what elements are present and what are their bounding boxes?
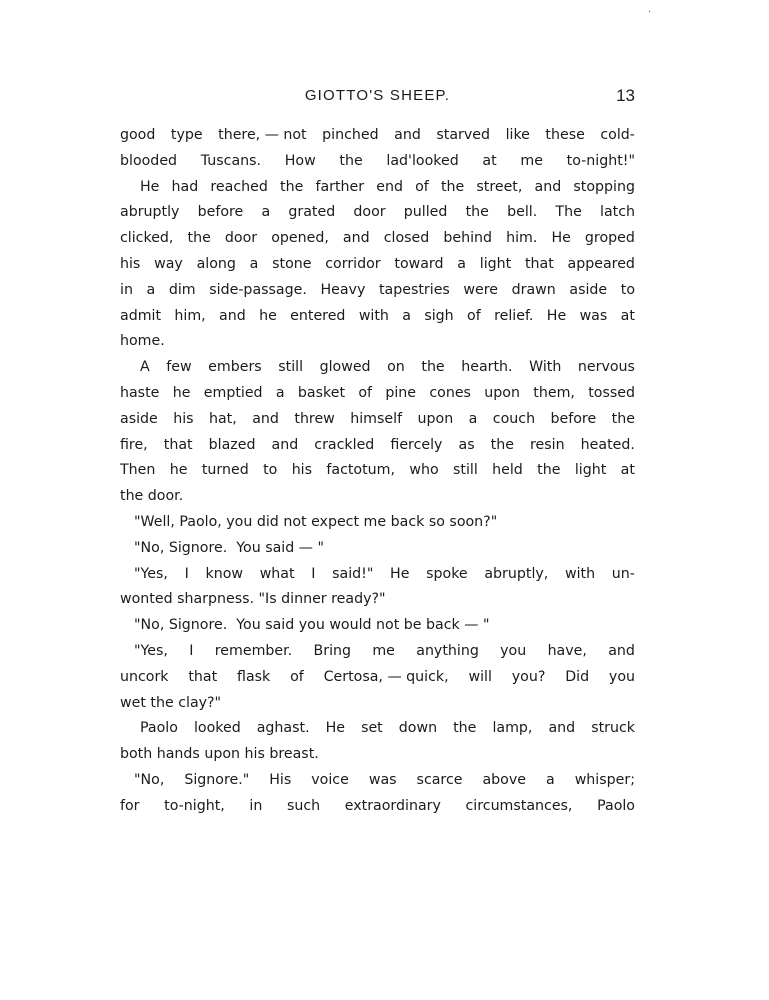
word: dim bbox=[168, 281, 196, 298]
text-line bbox=[120, 252, 635, 278]
word: his bbox=[173, 410, 194, 427]
word: His bbox=[269, 771, 292, 788]
word: Paolo bbox=[597, 797, 635, 814]
word: he bbox=[259, 307, 277, 324]
text-line bbox=[120, 381, 635, 407]
word: still bbox=[278, 359, 304, 376]
word: embers bbox=[208, 359, 262, 376]
word: Bring bbox=[313, 642, 352, 659]
word: what bbox=[259, 565, 295, 582]
word: resin bbox=[530, 436, 565, 453]
word: and bbox=[271, 436, 299, 453]
word: he bbox=[169, 462, 188, 479]
text-line bbox=[120, 200, 635, 226]
word: pulled bbox=[403, 204, 448, 221]
word: these bbox=[545, 127, 585, 143]
word: "No, bbox=[134, 771, 165, 788]
word: light bbox=[574, 462, 607, 479]
word: voice bbox=[311, 771, 349, 788]
word: and bbox=[342, 230, 370, 247]
word: end bbox=[376, 178, 403, 195]
word: and bbox=[394, 127, 421, 143]
word: sigh bbox=[424, 307, 454, 324]
word: and bbox=[534, 178, 562, 195]
word: the bbox=[490, 436, 514, 453]
word: at bbox=[482, 152, 497, 169]
word: basket bbox=[297, 384, 346, 401]
text-line bbox=[120, 794, 635, 820]
word: couch bbox=[492, 410, 536, 427]
word: and bbox=[608, 642, 635, 659]
word: pinched bbox=[322, 127, 379, 143]
word: aside bbox=[120, 410, 158, 427]
word: struck bbox=[591, 720, 635, 737]
word: along bbox=[196, 255, 236, 272]
text-line bbox=[120, 407, 635, 433]
word: I bbox=[184, 565, 189, 582]
word: factotum, bbox=[326, 462, 395, 479]
word: whisper; bbox=[574, 771, 635, 788]
text-line bbox=[120, 665, 635, 691]
word: the bbox=[537, 462, 561, 479]
word: me bbox=[372, 642, 395, 659]
word: have, bbox=[547, 642, 587, 659]
word: crackled bbox=[314, 436, 375, 453]
word: him, bbox=[174, 307, 206, 324]
corner-mark: · bbox=[648, 7, 652, 18]
word: were bbox=[463, 281, 499, 298]
word: stone bbox=[272, 255, 312, 272]
word: upon bbox=[484, 384, 520, 401]
text-line-content: wet the clay?" bbox=[120, 694, 222, 711]
word: of bbox=[467, 307, 481, 324]
word: said!" bbox=[332, 565, 374, 582]
word: will bbox=[468, 668, 492, 685]
word: circumstances, bbox=[465, 797, 573, 814]
word: you bbox=[500, 642, 527, 659]
word: looked bbox=[193, 720, 241, 737]
word: street, bbox=[476, 178, 523, 195]
word: a bbox=[261, 204, 271, 221]
word: aghast. bbox=[256, 720, 310, 737]
word: hearth. bbox=[461, 359, 513, 376]
text-line bbox=[120, 768, 635, 794]
word: starved bbox=[436, 127, 491, 143]
text-line bbox=[120, 458, 635, 484]
word: type bbox=[170, 127, 203, 143]
word: uncork bbox=[120, 668, 169, 685]
text-line-content: "No, Signore. You said you would not be back — " bbox=[134, 617, 490, 634]
word: appeared bbox=[567, 255, 635, 272]
word: had bbox=[171, 178, 199, 195]
word: held bbox=[492, 462, 523, 479]
word: remember. bbox=[214, 642, 293, 659]
text-line bbox=[120, 123, 635, 149]
word: at bbox=[620, 307, 635, 324]
word: lamp, bbox=[492, 720, 533, 737]
text-line bbox=[120, 536, 635, 562]
word: to bbox=[263, 462, 278, 479]
running-title: GIOTTO'S SHEEP. bbox=[304, 87, 451, 104]
word: know bbox=[205, 565, 243, 582]
word: closed bbox=[383, 230, 430, 247]
word: and bbox=[548, 720, 576, 737]
word: fiercely bbox=[390, 436, 443, 453]
word: of bbox=[415, 178, 429, 195]
text-line bbox=[120, 278, 635, 304]
word: How bbox=[284, 152, 316, 169]
word: toward bbox=[394, 255, 444, 272]
word: of bbox=[358, 384, 373, 401]
word: lad'looked bbox=[386, 152, 459, 169]
word: in bbox=[249, 797, 263, 814]
word: The bbox=[555, 204, 582, 221]
text-line-content: "Well, Paolo, you did not expect me back so soon?" bbox=[134, 513, 498, 530]
word: you bbox=[608, 668, 635, 685]
word: blazed bbox=[208, 436, 256, 453]
word: cones bbox=[429, 384, 471, 401]
word: on bbox=[387, 359, 405, 376]
text-line bbox=[120, 355, 635, 381]
word: to bbox=[620, 281, 635, 298]
word: like bbox=[505, 127, 530, 143]
word: before bbox=[197, 204, 244, 221]
word: him. bbox=[506, 230, 538, 247]
word: that bbox=[163, 436, 193, 453]
word: that bbox=[188, 668, 218, 685]
word: Heavy bbox=[320, 281, 366, 298]
word: extraordinary bbox=[344, 797, 441, 814]
word: Signore." bbox=[184, 771, 250, 788]
text-line-content: both hands upon his breast. bbox=[120, 746, 319, 763]
word: opened, bbox=[271, 230, 329, 247]
word: scarce bbox=[416, 771, 463, 788]
word: the bbox=[187, 230, 211, 247]
word: them, bbox=[533, 384, 575, 401]
word: down bbox=[398, 720, 438, 737]
word: above bbox=[482, 771, 526, 788]
word: a bbox=[468, 410, 478, 427]
text-line-content: the door. bbox=[120, 488, 184, 505]
word: upon bbox=[417, 410, 454, 427]
word: farther bbox=[315, 178, 365, 195]
word: relief. bbox=[494, 307, 534, 324]
text-line bbox=[120, 329, 635, 355]
word: and bbox=[252, 410, 279, 427]
word: tapestries bbox=[378, 281, 450, 298]
text-line bbox=[120, 691, 635, 717]
text-line bbox=[120, 175, 635, 201]
word: glowed bbox=[319, 359, 371, 376]
word: corridor bbox=[325, 255, 381, 272]
word: his bbox=[291, 462, 313, 479]
word: A bbox=[140, 359, 150, 376]
word: clicked, bbox=[120, 230, 174, 247]
word: the bbox=[339, 152, 363, 169]
word: aside bbox=[569, 281, 608, 298]
word: bell. bbox=[507, 204, 538, 221]
word: He bbox=[325, 720, 346, 737]
word: abruptly, bbox=[484, 565, 549, 582]
text-line bbox=[120, 613, 635, 639]
word: behind bbox=[443, 230, 493, 247]
word: set bbox=[361, 720, 383, 737]
word: to-night!" bbox=[566, 152, 635, 169]
word: light bbox=[479, 255, 512, 272]
word: with bbox=[358, 307, 389, 324]
text-line bbox=[120, 149, 635, 175]
word: Certosa, — quick, bbox=[323, 668, 449, 685]
word: blooded bbox=[120, 152, 178, 169]
word: un- bbox=[611, 565, 635, 582]
word: a bbox=[275, 384, 285, 401]
word: way bbox=[154, 255, 183, 272]
word: was bbox=[579, 307, 608, 324]
word: a bbox=[249, 255, 259, 272]
word: you? bbox=[511, 668, 546, 685]
word: groped bbox=[584, 230, 635, 247]
text-line-content: "No, Signore. You said — " bbox=[134, 539, 324, 556]
word: "Yes, bbox=[134, 642, 168, 659]
word: flask bbox=[237, 668, 271, 685]
word: He bbox=[546, 307, 567, 324]
word: admit bbox=[120, 307, 162, 324]
word: Did bbox=[565, 668, 590, 685]
word: to-night, bbox=[164, 797, 225, 814]
word: Then bbox=[120, 462, 156, 479]
word: side-passage. bbox=[209, 281, 307, 298]
word: good bbox=[120, 127, 156, 143]
text-line bbox=[120, 433, 635, 459]
word: nervous bbox=[577, 359, 635, 376]
word: stopping bbox=[573, 178, 635, 195]
word: spoke bbox=[426, 565, 468, 582]
text-line bbox=[120, 562, 635, 588]
word: haste bbox=[120, 384, 160, 401]
text-line bbox=[120, 226, 635, 252]
word: a bbox=[546, 771, 555, 788]
word: a bbox=[457, 255, 466, 272]
word: With bbox=[529, 359, 562, 376]
word: tossed bbox=[588, 384, 635, 401]
text-line bbox=[120, 742, 635, 768]
word: the bbox=[453, 720, 477, 737]
text-line-content: wonted sharpness. "Is dinner ready?" bbox=[120, 591, 386, 608]
word: of bbox=[290, 668, 304, 685]
word: drawn bbox=[511, 281, 556, 298]
text-line bbox=[120, 639, 635, 665]
word: as bbox=[458, 436, 475, 453]
word: He bbox=[551, 230, 571, 247]
word: anything bbox=[416, 642, 479, 659]
word: entered bbox=[290, 307, 346, 324]
word: door bbox=[224, 230, 258, 247]
body-text bbox=[120, 123, 635, 820]
word: cold- bbox=[600, 127, 635, 143]
word: heated. bbox=[580, 436, 635, 453]
word: himself bbox=[350, 410, 403, 427]
word: a bbox=[402, 307, 411, 324]
word: still bbox=[453, 462, 478, 479]
word: latch bbox=[600, 204, 635, 221]
word: for bbox=[120, 797, 140, 814]
word: the bbox=[280, 178, 304, 195]
word: with bbox=[565, 565, 596, 582]
word: a bbox=[146, 281, 156, 298]
text-line bbox=[120, 304, 635, 330]
word: in bbox=[120, 281, 133, 298]
word: threw bbox=[294, 410, 335, 427]
text-line bbox=[120, 510, 635, 536]
word: fire, bbox=[120, 436, 148, 453]
word: who bbox=[409, 462, 439, 479]
word: the bbox=[611, 410, 635, 427]
word: hat, bbox=[209, 410, 237, 427]
word: Tuscans. bbox=[200, 152, 262, 169]
word: his bbox=[120, 255, 141, 272]
word: abruptly bbox=[120, 204, 180, 221]
word: there, — not bbox=[218, 127, 307, 143]
word: such bbox=[286, 797, 321, 814]
word: at bbox=[620, 462, 635, 479]
word: emptied bbox=[203, 384, 263, 401]
word: grated bbox=[288, 204, 336, 221]
word: the bbox=[440, 178, 465, 195]
word: he bbox=[172, 384, 191, 401]
text-line bbox=[120, 716, 635, 742]
page-number: 13 bbox=[616, 86, 635, 105]
word: and bbox=[219, 307, 246, 324]
text-line-content: home. bbox=[120, 333, 165, 350]
word: He bbox=[140, 178, 160, 195]
word: was bbox=[368, 771, 397, 788]
text-line bbox=[120, 484, 635, 510]
page-header bbox=[120, 86, 635, 110]
word: few bbox=[166, 359, 192, 376]
word: door bbox=[353, 204, 386, 221]
word: reached bbox=[210, 178, 268, 195]
word: He bbox=[390, 565, 410, 582]
word: "Yes, bbox=[134, 565, 168, 582]
text-line bbox=[120, 587, 635, 613]
word: turned bbox=[201, 462, 249, 479]
word: the bbox=[465, 204, 489, 221]
word: pine bbox=[385, 384, 417, 401]
word: me bbox=[520, 152, 543, 169]
word: before bbox=[550, 410, 597, 427]
word: the bbox=[421, 359, 445, 376]
word: Paolo bbox=[140, 720, 178, 737]
word: I bbox=[189, 642, 194, 659]
word: that bbox=[524, 255, 554, 272]
word: I bbox=[311, 565, 316, 582]
